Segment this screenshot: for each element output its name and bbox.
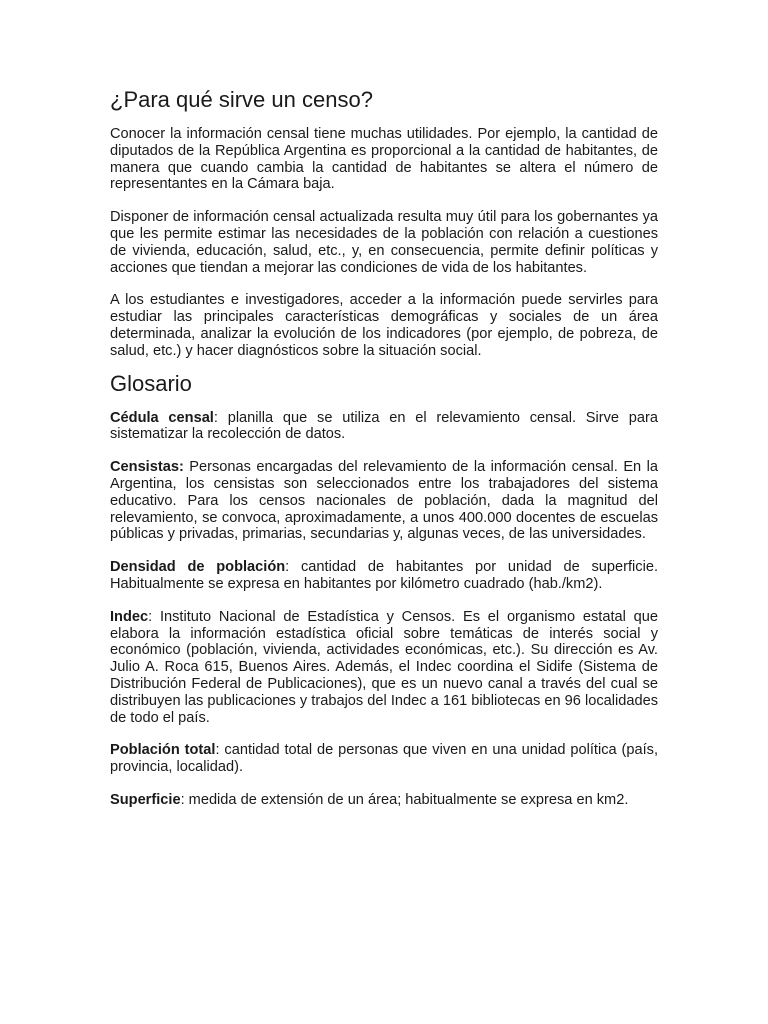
document-body <box>110 86 658 825</box>
intro-paragraph-2: Disponer de información censal actualizada resulta muy útil para los gobernantes ya que les permite estimar las necesidades de la población con relación a cuestiones de vivienda, educación, salud, etc., y, en consecuencia, permite definir políticas y acciones que tiendan a mejorar las condiciones de vida de los habitantes. <box>110 209 658 276</box>
intro-paragraph-3: A los estudiantes e investigadores, acceder a la información puede servirles para estudiar las principales características demográficas y sociales de un área determinada, analizar la evolución de los indicadores (por ejemplo, de pobreza, de salud, etc.) y hacer diagnósticos sobre la situación social. <box>110 292 658 359</box>
glossary-term: Indec <box>110 608 149 625</box>
glossary-heading: Glosario <box>110 370 192 396</box>
glossary-definition: : medida de extensión de un área; habitualmente se expresa en km2. <box>180 791 629 808</box>
page-title: ¿Para qué sirve un censo? <box>110 87 373 112</box>
glossary-definition: : Instituto Nacional de Estadística y Censos. Es el organismo estatal que elabora la información estadística oficial sobre temáticas de interés social y económico (población, vivienda, actividades económicas, etc.). Su dirección es Av. Julio A. Roca 615, Buenos Aires. Además, el Indec coordina el Sidife (Sistema de Distribución Federal de Publicaciones), que es un nuevo canal a través del cual se distribuyen las publicaciones y trabajos del Indec a 161 bibliotecas en 96 localidades de todo el país. <box>110 608 658 726</box>
glossary-definition: : cantidad de habitantes por unidad de superficie. Habitualmente se expresa en habitantes por kilómetro cuadrado (hab./km2). <box>110 559 658 592</box>
glossary-term: Población total <box>110 742 216 759</box>
glossary-entry-superficie <box>110 792 658 809</box>
glossary-term: Densidad de población <box>110 559 286 576</box>
glossary-entry-poblacion-total <box>110 742 658 776</box>
glossary-definition: : cantidad total de personas que viven en una unidad política (país, provincia, localidad). <box>110 742 659 776</box>
glossary-entry-densidad <box>110 559 658 593</box>
glossary-definition: : planilla que se utiliza en el relevamiento censal. Sirve para sistematizar la recolección de datos. <box>110 409 658 443</box>
glossary-entry-cedula-censal <box>110 410 658 444</box>
glossary-entry-indec <box>110 609 658 727</box>
glossary-entry-censistas <box>110 459 658 543</box>
glossary-definition: Personas encargadas del relevamiento de la información censal. En la Argentina, los censistas son seleccionados entre los trabajadores del sistema educativo. Para los censos nacionales de población, dada la magnitud del relevamiento, se convoca, aproximadamente, a unos 400.000 docentes de escuelas públicas y privadas, primarias, secundarias y, algunas veces, de las universidades. <box>110 459 658 543</box>
glossary-term: Cédula censal <box>110 409 214 426</box>
glossary-term: Superficie <box>110 791 181 808</box>
glossary-term: Censistas: <box>110 459 184 476</box>
intro-paragraph-1: Conocer la información censal tiene muchas utilidades. Por ejemplo, la cantidad de diputados de la República Argentina es proporcional a la cantidad de habitantes, de manera que cuando cambia la cantidad de habitantes se altera el número de representantes en la Cámara baja. <box>110 126 658 193</box>
